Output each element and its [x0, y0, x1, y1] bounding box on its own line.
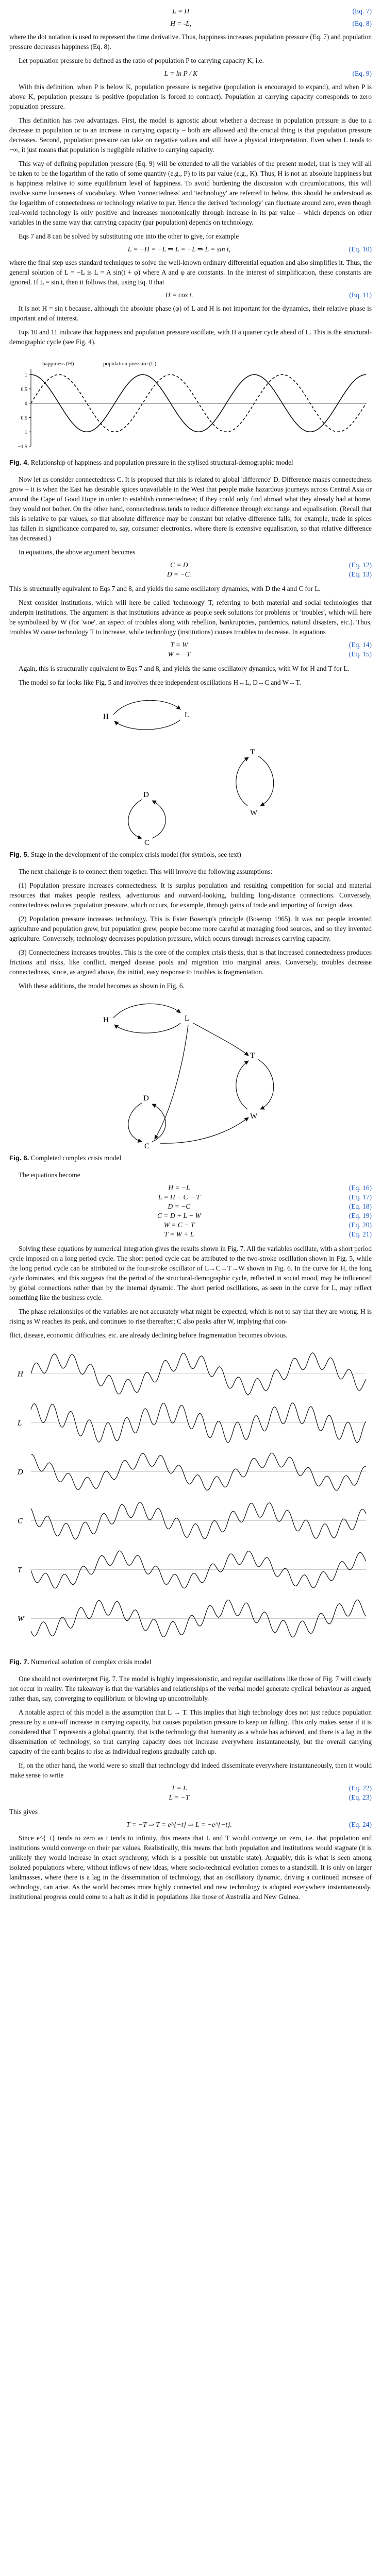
equation-block-14-15: T = W (Eq. 14) W = −T (Eq. 15) [168, 641, 372, 658]
paragraph: The model so far looks like Fig. 5 and involves three independent oscillations H↔L, D↔C and W↔T. [19, 679, 301, 686]
figure-4-caption: Fig. 4. Relationship of happiness and population pressure in the stylised structural-demographic model [9, 459, 293, 466]
node-l: L [184, 1014, 189, 1023]
equation-9: L = ln P / K (Eq. 9) [164, 70, 372, 77]
paragraph: If, on the other hand, the world were so small that technology did indeed disseminate everywhere instantaneously, then it would make sense to write [9, 1761, 372, 1779]
equation-0: H = −L (Eq. 16) [168, 1184, 372, 1192]
node-l: L [184, 711, 189, 719]
paragraph: where the dot notation is used to represent the time derivative. Thus, happiness increases population pressure (Eq. 7) and population pressure decreases happiness (Eq. 8). [9, 33, 372, 50]
node-d: D [143, 791, 149, 799]
equation-1: L = H − C − T (Eq. 17) [158, 1193, 372, 1201]
paragraph: It is not H = sin t because, although the absolute phase (φ) of L and H is not important for the dynamics, their relative phase is important and of interest. [9, 304, 372, 322]
node-c: C [144, 1142, 150, 1149]
node-d: D [143, 1094, 149, 1103]
figure-7-numerical-solution [10, 1344, 371, 1653]
arrow-l-to-h [114, 720, 180, 730]
paragraph: (2) Population pressure increases technology. This is Ester Boserup's principle (Boserup 1965). It was not people invented agriculture and population grew, but population grew, people become more careful at managing food sources, and so they invented agriculture. Conversely, technology decreases population pressure, which occurs through increases carrying capacity. [9, 915, 372, 942]
equation-24: T = −T ⇒ T = e^{−t} ⇒ L = −e^{−t}. (Eq. 24) [126, 1821, 372, 1828]
equation-0: L = H (Eq. 7) [172, 7, 372, 15]
arrow-d-to-c [128, 800, 141, 838]
equation-block-16-21 [9, 1184, 372, 1239]
paragraph: Next consider institutions, which will here be called 'technology' T, referring to both material and social technologies that underpin institutions. The argument is that institutions advance as people seek solutions for problems or 'troubles', which will here be symbolised by W (for 'woe', an aspect of troubles along with rebellion, bankruptcies, pandemics, natural disasters, etc.). Thus, troubles W cause technology T to increase, while technology (institutions) causes troubles to decrease. In equations [9, 599, 372, 636]
fig4-ytick: −1 [21, 430, 27, 436]
arrow-w-to-t [236, 1061, 248, 1109]
equation-10: L = −H = −L ⇒ L = −L ⇒ L = sin t, (Eq. 10) [127, 245, 372, 253]
fig7-label-W: W [17, 1615, 24, 1623]
paragraph: The next challenge is to connect them together. This will involve the following assumptions: [19, 868, 273, 875]
arrow-l-to-c [155, 1025, 188, 1139]
equation-5: T = W + L (Eq. 21) [164, 1230, 372, 1238]
paragraph: This definition has two advantages. First, the model is agnostic about whether a decrease in population pressure is due to a decrease in population or to an increase in carrying capacity – both are allowed and the crucial thing is that population pressure decreases. Second, population pressure can take on negative values and still have a physical interpretation. Even when L tends to −∞, it just means that population is negligible relative to carrying capacity. [9, 116, 372, 154]
figure-7-caption: Fig. 7. Numerical solution of complex crisis model [9, 1658, 152, 1666]
fig7-label-H: H [17, 1370, 23, 1379]
arrow-w-to-t [236, 757, 248, 806]
fig4-ytick: −0.5 [18, 415, 27, 421]
node-c: C [144, 839, 150, 846]
paragraph: flict, disease, economic difficulties, etc. are already declining before fragmentation becomes obvious. [9, 1331, 288, 1339]
arrow-l-to-h [114, 1023, 180, 1033]
paragraph: (3) Connectedness increases troubles. This is the core of the complex crisis thesis, that is that increased connectedness produces frictions and risks, like conflict, merged disease pools and migration into marginal areas. Conversely, troubles decrease connectedness, since, as argued above, the initial, easy response to troubles is fragmentation. [9, 948, 372, 976]
paper-page [9, 4, 372, 1906]
node-h: H [103, 713, 109, 721]
equation-4: W = C − T (Eq. 20) [163, 1221, 372, 1229]
equation-block-7-8 [9, 7, 372, 28]
legend-population-pressure: population pressure (L) [103, 361, 156, 367]
arrow-t-to-w [258, 756, 274, 806]
paragraph: This way of defining population pressure (Eq. 9) will be extended to all the variables of the present model, that is they will all be taken to be the logarithm of the ratio of some quantity (e.g., P) to its par value (e.g., K). Thus, H is not an absolute happiness but is happiness relative to some equilibrium level of happiness. To avoid burdening the discussion with circumlocutions, this will involve some looseness of vocabulary. When 'connectedness' and 'technology' are referred to below, this should be understood as the logarithm of connectedness or technology relative to par. Hence the derived 'technology' can fluctuate around zero, even though real-world technology is only positive and increases monotonically through increase in its par value – which depends on other variables in the same way that carrying capacity (par population) depends on technology. [9, 160, 372, 226]
paragraph: With these additions, the model becomes as shown in Fig. 6. [19, 982, 185, 990]
node-h: H [103, 1016, 109, 1024]
fig4-ytick: 0.5 [21, 386, 27, 393]
arrow-l-to-t [193, 1023, 249, 1056]
figure-5-diagram [82, 691, 299, 846]
node-w: W [250, 1112, 257, 1121]
figure-4-sine-plot [10, 351, 371, 454]
paragraph: A notable aspect of this model is the assumption that L → T. This implies that high technology does not just reduce population pressure by a one-off increase in carrying capacity, but causes population pressure to keep on falling. This only makes sense if it is considered that T represents a global quantity, that is the technology that humanity as a whole has achieved, and there is a lag in the dissemination of technology, so that carrying capacity does not increase everywhere instantaneously, but the overall carrying capacity of the earth begins to rise as individual regions gradually catch up. [9, 1708, 372, 1755]
figure-5-caption: Fig. 5. Stage in the development of the complex crisis model (for symbols, see text) [9, 851, 241, 858]
arrow-h-to-l [113, 700, 180, 715]
node-w: W [250, 809, 257, 817]
fig7-label-T: T [17, 1566, 22, 1574]
paragraph: Again, this is structurally equivalent to Eqs 7 and 8, and yields the same oscillatory dynamics, with W for H and T for L. [19, 665, 350, 672]
equation-3: C = D + L − W (Eq. 19) [157, 1212, 372, 1219]
equation-1: H = -L, (Eq. 8) [170, 20, 372, 27]
equation-11: H = cos t. (Eq. 11) [165, 291, 372, 299]
equation-0: T = L (Eq. 22) [171, 1784, 372, 1792]
paragraph: Now let us consider connectedness C. It is proposed that this is related to global 'difference' D. Difference makes connectedness grow – it is when the East has desirable spices unavailable in the West that people make hazardous journeys across Central Asia or around the Cape of Good Hope in order to establish connectedness; if they could only find abroad what they already had at home, they would not bother. On the other hand, connectedness tends to reduce difference through exchange and equalisation. (Recall that this is relative to par values, so that absolute difference may be constant but relative difference falls; for example, trade in spices has fallen in significance compared to, say, consumer electronics, where there is extensive equalisation, so that relative difference has decreased.) [9, 476, 372, 542]
arrow-c-to-w [160, 1117, 249, 1143]
arrow-t-to-w [258, 1059, 274, 1109]
node-t: T [250, 1052, 255, 1060]
arrow-h-to-l [113, 1004, 180, 1018]
arrow-c-to-d [152, 801, 165, 838]
fig7-label-D: D [17, 1468, 23, 1477]
figure-6-caption: Fig. 6. Completed complex crisis model [9, 1154, 122, 1162]
fig4-axes [18, 369, 366, 450]
arrow-c-to-d [152, 1104, 165, 1142]
paragraph: The equations become [19, 1171, 80, 1179]
paragraph: This is structurally equivalent to Eqs 7 and 8, and yields the same oscillatory dynamics, with D the 4 and C for L. [9, 585, 321, 592]
paragraph: This gives [9, 1808, 38, 1816]
equation-block-22-23 [9, 1784, 372, 1802]
paragraph: With this definition, when P is below K, population pressure is negative (population is encouraged to expand), and when P is above K, population pressure is positive (population is forced to contract). Population at carrying capacity corresponds to zero population pressure. [9, 83, 372, 110]
fig7-label-C: C [17, 1517, 23, 1526]
fig4-ytick: 0 [24, 401, 27, 407]
paragraph: (1) Population pressure increases connectedness. It is surplus population and resulting competition for social and material resources that makes people restless, adventurous and outward-looking, building long-distance connections. Conversely, connectedness reduces population pressure, which occurs, for example, through gains of trade and importing of foreign ideas. [9, 882, 372, 909]
paragraph: Solving these equations by numerical integration gives the results shown in Fig. 7. All the variables oscillate, with a short period cycle imposed on a long period cycle. The short period cycle can be attributed to the two-stroke oscillation shown in Fig. 5, while the long period cycle can be attributed to the four-stroke oscillator of L→C→T→W shown in Fig. 6. In the curve for H, the long cycle dominates, and this suggests that the period of the structural-demographic cycle, reflected in social mood, may be influenced by global connections rather than by the internal dynamic. The short period oscillations, as seen in the curve for L, may reflect something like the business cycle. [9, 1245, 372, 1301]
figure-6-diagram [82, 995, 299, 1149]
paragraph: Eqs 7 and 8 can be solved by substituting one into the other to give, for example [19, 232, 239, 240]
paragraph: In equations, the above argument becomes [19, 548, 136, 556]
paragraph: One should not overinterpret Fig. 7. The model is highly impressionistic, and regular oscillations like those of Fig. 7 will clearly not occur in reality. The takeaway is that the variables and relationships of the verbal model generate cyclical behaviour as argued, rather than, say, converging to equilibrium or blowing up uncontrollably. [9, 1675, 372, 1702]
equation-1: L = −T (Eq. 23) [169, 1793, 372, 1801]
paragraph: Since e^{−t} tends to zero as t tends to infinity, this means that L and T would converge on zero, i.e. that population and institutions would converge on their par values. Realistically, this means that both population and institutions would stagnate (it is unlikely they would increase in exact synchrony, which is a possible but unstable state). Arguably, this is what is seen among isolated populations where, without inflows of new ideas, where socio-technical evolution comes to a standstill. It is only on larger landmasses, where there is a lag in the dissemination of technology, that an oscillatory dynamic, driving a continued increase of technology, can arise. As the world becomes more highly connected and new technology is adopted everywhere instantaneously, institutional progress could come to a halt as it did in populations like those of Australia and New Guinea. [9, 1834, 372, 1901]
paragraph: Eqs 10 and 11 indicate that happiness and population pressure oscillate, with H a quarter cycle ahead of L. This is the structural-demographic cycle (see Fig. 4). [9, 328, 372, 346]
paragraph: where the final step uses standard techniques to solve the well-known ordinary differential equation and also simplifies it. Thus, the general solution of L = −L is L = A sin(t + φ) where A and φ are constants. In the interest of simplification, these constants are ignored. If L = sin t, then it follows that, using Eq. 8 that [9, 259, 372, 286]
paragraph: Let population pressure be defined as the ratio of population P to carrying capacity K, i.e. [19, 57, 264, 64]
fig4-ytick: −1.5 [18, 444, 27, 450]
legend-happiness: happiness (H) [42, 361, 74, 367]
node-t: T [250, 748, 255, 756]
paragraph: The phase relationships of the variables are not accurately what might be expected, which is not to say that they are wrong. H is rising as W reaches its peak, and continues to rise thereafter; C also peaks after W, implying that con- [9, 1308, 372, 1325]
fig7-label-L: L [17, 1419, 22, 1428]
fig4-ytick: 1 [24, 372, 27, 379]
equation-block-12-13: C = D (Eq. 12) D = −C. (Eq. 13) [167, 561, 372, 578]
equation-2: D = −C (Eq. 18) [168, 1202, 372, 1210]
arrow-d-to-c [128, 1103, 141, 1142]
